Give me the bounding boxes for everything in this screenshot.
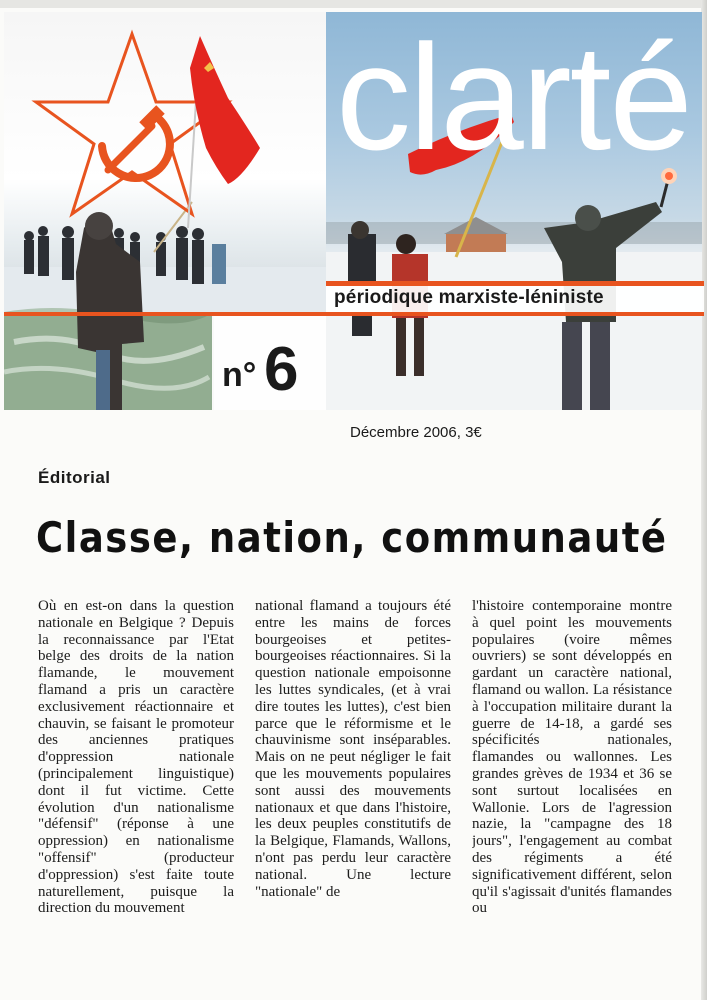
- masthead-subtitle: périodique marxiste-léniniste: [334, 287, 604, 308]
- article-column-text: Où en est-on dans la question nationale en Belgique ? Depuis la reconnaissance par l'Etat belge des droits de la nation flamande, le mouvement flamand a pris un caractère exclusivement réactionnaire et chauvin, se faisant le promoteur des anciennes pratiques d'oppression nationale (principalement linguistique) dont il fut victime. Cette évolution d'un nationalisme "défensif" (réponse à une oppression) en nationalisme "offensif" (producteur d'oppression) s'est faite toute naturellement, puisque la direction du mouvement: [38, 598, 234, 917]
- orange-divider-line: [4, 312, 704, 316]
- article-column-2: [255, 598, 451, 928]
- page-top-edge: [0, 0, 707, 8]
- article-headline: Classe, nation, communauté: [36, 514, 668, 563]
- issue-prefix: n°: [222, 356, 257, 394]
- article-column-text: national flamand a toujours été entre les mains de forces bourgeoises et petites-bourgeoises réactionnaires. Si la question nationale empoisonne les luttes syndicales, (et à vrai dire toutes les luttes), c'est bien parce que le réformisme et le chauvinisme sont inséparables. Mais on ne peut négliger le fait que les mouvements populaires sont aussi des mouvements nationaux et que dans l'histoire, les deux peuples constitutifs de la Belgique, Flamands, Wallons, n'ont pas perdu leur caractère national. Une lecture "nationale" de: [255, 598, 451, 900]
- article-column-text: l'histoire contemporaine montre à quel point les mouvements populaires (voire mêmes ouvriers) se sont développés en gardant un caractère national, flamand ou wallon. La résistance à l'occupation militaire durant la guerre de 14-18, a gardé ses spécificités nationales, flamandes ou wallonnes. Les grandes grèves de 1934 et 36 se sont surtout localisées en Wallonie. Lors de l'agression nazie, la "campagne des 18 jours", l'engagement au combat des régiments a été significativement différent, selon qu'il s'agissait d'unités flamandes ou: [472, 598, 672, 917]
- article-column-3: [472, 598, 672, 928]
- issue-date: Décembre 2006, 3€: [350, 424, 482, 441]
- star-hammer-sickle-icon: [28, 28, 268, 228]
- issue-number: 6: [264, 335, 299, 404]
- article-column-1: [38, 598, 234, 928]
- masthead-title: clarté: [336, 13, 691, 181]
- section-label: Éditorial: [38, 468, 111, 487]
